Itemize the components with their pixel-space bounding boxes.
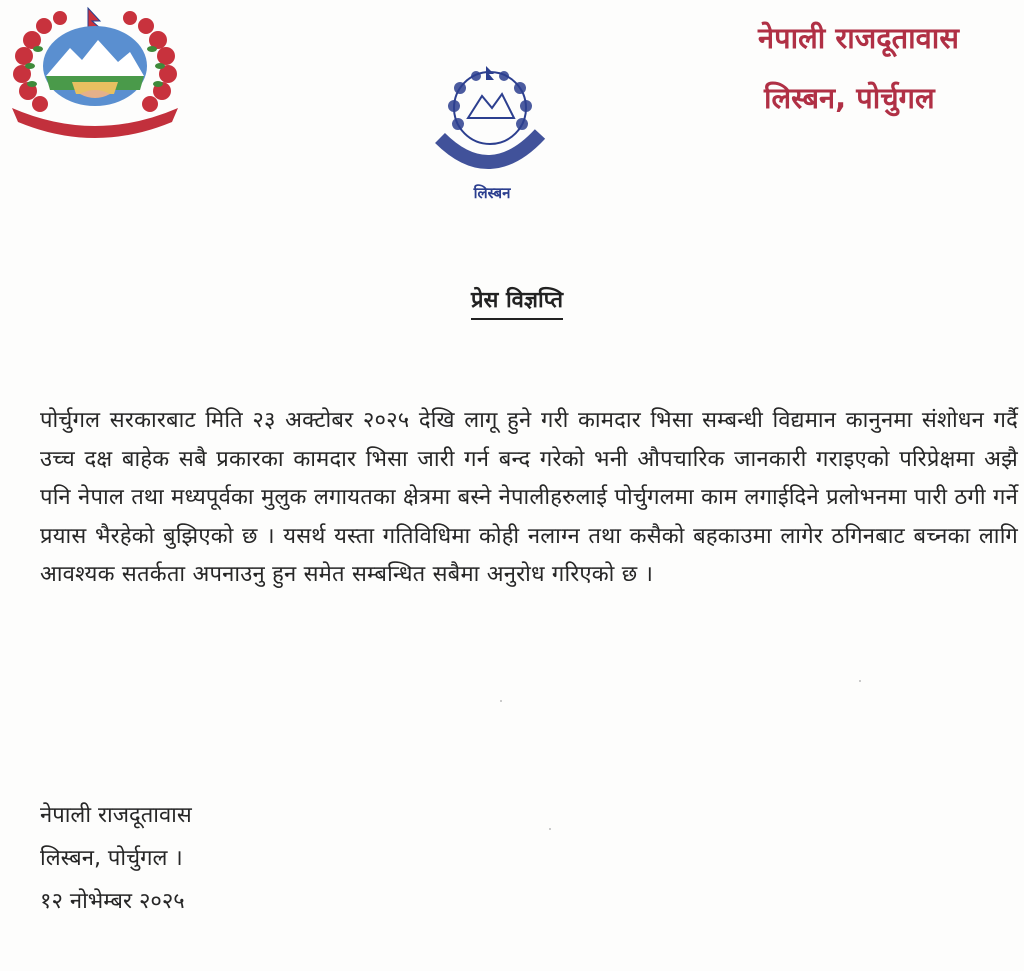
letterhead: [740, 18, 1020, 118]
issue-date: १२ नोभेम्बर २०२५: [40, 889, 185, 914]
embassy-location: लिस्बन, पोर्चुगल: [764, 81, 935, 115]
embassy-name: नेपाली राजदूतावास: [758, 21, 959, 55]
signature-location: लिस्बन, पोर्चुगल ।: [40, 846, 183, 871]
document-title-wrap: [0, 284, 1024, 320]
press-release-body: पोर्चुगल सरकारबाट मिति २३ अक्टोबर २०२५ देखि लागू हुने गरी कामदार भिसा सम्बन्धी विद्यमान कानुनमा संशोधन गर्दै उच्च दक्ष बाहेक सबै प्रकारका कामदार भिसा जारी गर्न बन्द गरेको भनी औपचारिक जानकारी गराइएको परिप्रेक्षमा अझै पनि नेपाल तथा मध्यपूर्वका मुलुक लगायतका क्षेत्रमा बस्ने नेपालीहरुलाई पोर्चुगलमा काम लगाईदिने प्रलोभनमा पारी ठगी गर्ने प्रयास भैरहेको बुझिएको छ । यसर्थ यस्ता गतिविधिमा कोही नलाग्न तथा कसैको बहकाउमा लागेर ठगिनबाट बच्नका लागि आवश्यक सतर्कता अपनाउनु हुन समेत सम्बन्धित सबैमा अनुरोध गरिएको छ ।: [40, 408, 1018, 587]
signature-block: [40, 794, 192, 923]
embassy-seal-icon: [420, 58, 570, 206]
signature-embassy: नेपाली राजदूतावास: [40, 803, 192, 828]
seal-location: लिस्बन: [473, 184, 511, 202]
document-title: प्रेस विज्ञप्ति: [471, 284, 563, 320]
nepal-coat-of-arms-icon: [2, 4, 188, 144]
